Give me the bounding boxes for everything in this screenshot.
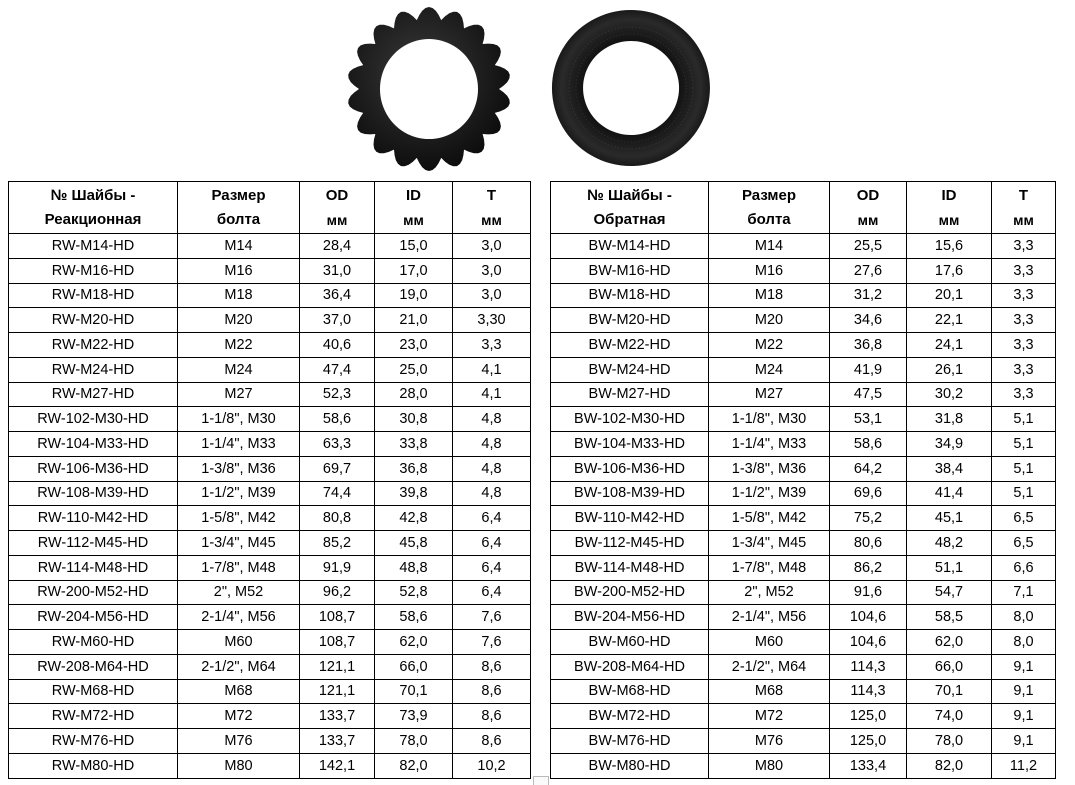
id-cell: 41,4 bbox=[907, 481, 992, 506]
bolt-size-cell: M24 bbox=[178, 357, 300, 382]
od-cell: 36,4 bbox=[300, 283, 375, 308]
table-row bbox=[9, 382, 531, 407]
table-row bbox=[9, 357, 531, 382]
id-cell: 52,8 bbox=[375, 580, 453, 605]
od-cell: 28,4 bbox=[300, 234, 375, 259]
bolt-size-cell: 2", M52 bbox=[709, 580, 830, 605]
id-cell: 70,1 bbox=[375, 679, 453, 704]
id-cell: 42,8 bbox=[375, 506, 453, 531]
bolt-size-cell: M80 bbox=[178, 753, 300, 778]
bolt-size-cell: 1-1/8", M30 bbox=[178, 407, 300, 432]
bolt-size-cell: M20 bbox=[178, 308, 300, 333]
t-cell: 10,2 bbox=[453, 753, 531, 778]
t-cell: 8,0 bbox=[992, 630, 1056, 655]
header-id: ID мм bbox=[375, 182, 453, 234]
table-row bbox=[551, 333, 1056, 358]
bolt-size-cell: M20 bbox=[709, 308, 830, 333]
od-cell: 52,3 bbox=[300, 382, 375, 407]
od-cell: 133,7 bbox=[300, 729, 375, 754]
od-cell: 85,2 bbox=[300, 531, 375, 556]
od-cell: 133,4 bbox=[830, 753, 907, 778]
od-cell: 80,8 bbox=[300, 506, 375, 531]
bolt-size-cell: 1-5/8", M42 bbox=[178, 506, 300, 531]
bolt-size-cell: M76 bbox=[709, 729, 830, 754]
od-cell: 31,0 bbox=[300, 258, 375, 283]
washer-number-cell: RW-M14-HD bbox=[9, 234, 178, 259]
washer-number-cell: RW-112-M45-HD bbox=[9, 531, 178, 556]
od-cell: 104,6 bbox=[830, 605, 907, 630]
od-cell: 114,3 bbox=[830, 654, 907, 679]
bolt-size-cell: 1-3/8", M36 bbox=[178, 456, 300, 481]
table-row bbox=[551, 729, 1056, 754]
bolt-size-cell: 2-1/4", M56 bbox=[178, 605, 300, 630]
table-row bbox=[9, 258, 531, 283]
t-cell: 9,1 bbox=[992, 654, 1056, 679]
t-cell: 7,1 bbox=[992, 580, 1056, 605]
bolt-size-cell: 1-1/4", M33 bbox=[709, 432, 830, 457]
bolt-size-cell: 2-1/2", M64 bbox=[178, 654, 300, 679]
washer-number-cell: RW-M60-HD bbox=[9, 630, 178, 655]
id-cell: 45,8 bbox=[375, 531, 453, 556]
table-row bbox=[9, 407, 531, 432]
od-cell: 74,4 bbox=[300, 481, 375, 506]
t-cell: 6,6 bbox=[992, 555, 1056, 580]
t-cell: 8,6 bbox=[453, 679, 531, 704]
bolt-size-cell: M72 bbox=[709, 704, 830, 729]
id-cell: 33,8 bbox=[375, 432, 453, 457]
header-od: OD мм bbox=[830, 182, 907, 234]
od-cell: 125,0 bbox=[830, 729, 907, 754]
washer-number-cell: RW-M18-HD bbox=[9, 283, 178, 308]
washer-number-cell: RW-106-M36-HD bbox=[9, 456, 178, 481]
washer-number-cell: RW-M80-HD bbox=[9, 753, 178, 778]
bolt-size-cell: 2-1/2", M64 bbox=[709, 654, 830, 679]
t-cell: 7,6 bbox=[453, 605, 531, 630]
t-cell: 7,6 bbox=[453, 630, 531, 655]
header-t: T мм bbox=[992, 182, 1056, 234]
bolt-size-cell: M16 bbox=[709, 258, 830, 283]
washer-number-cell: BW-M76-HD bbox=[551, 729, 709, 754]
t-cell: 3,3 bbox=[992, 234, 1056, 259]
od-cell: 91,9 bbox=[300, 555, 375, 580]
table-header-row bbox=[551, 182, 1056, 234]
id-cell: 21,0 bbox=[375, 308, 453, 333]
bolt-size-cell: M68 bbox=[709, 679, 830, 704]
table-row bbox=[9, 630, 531, 655]
washer-number-cell: RW-M68-HD bbox=[9, 679, 178, 704]
t-cell: 8,6 bbox=[453, 704, 531, 729]
t-cell: 3,3 bbox=[992, 333, 1056, 358]
id-cell: 38,4 bbox=[907, 456, 992, 481]
header-bolt-size: Размер болта bbox=[178, 182, 300, 234]
od-cell: 25,5 bbox=[830, 234, 907, 259]
id-cell: 30,8 bbox=[375, 407, 453, 432]
table-row bbox=[9, 704, 531, 729]
bolt-size-cell: M14 bbox=[709, 234, 830, 259]
bolt-size-cell: M68 bbox=[178, 679, 300, 704]
id-cell: 17,0 bbox=[375, 258, 453, 283]
washer-number-cell: BW-112-M45-HD bbox=[551, 531, 709, 556]
table-row bbox=[9, 729, 531, 754]
washer-number-cell: RW-M22-HD bbox=[9, 333, 178, 358]
od-cell: 53,1 bbox=[830, 407, 907, 432]
table-row bbox=[551, 580, 1056, 605]
bolt-size-cell: 1-3/4", M45 bbox=[178, 531, 300, 556]
table-row bbox=[551, 679, 1056, 704]
washer-number-cell: BW-110-M42-HD bbox=[551, 506, 709, 531]
header-washer-number: № Шайбы - Реакционная bbox=[9, 182, 178, 234]
washer-number-cell: RW-M27-HD bbox=[9, 382, 178, 407]
bolt-size-cell: 1-1/2", M39 bbox=[709, 481, 830, 506]
t-cell: 3,3 bbox=[992, 308, 1056, 333]
id-cell: 82,0 bbox=[907, 753, 992, 778]
washer-number-cell: BW-200-M52-HD bbox=[551, 580, 709, 605]
header-washer-number: № Шайбы - Обратная bbox=[551, 182, 709, 234]
table-row bbox=[551, 308, 1056, 333]
id-cell: 30,2 bbox=[907, 382, 992, 407]
od-cell: 104,6 bbox=[830, 630, 907, 655]
bolt-size-cell: 1-7/8", M48 bbox=[178, 555, 300, 580]
header-od: OD мм bbox=[300, 182, 375, 234]
table-row bbox=[551, 605, 1056, 630]
table-row bbox=[9, 753, 531, 778]
t-cell: 8,6 bbox=[453, 729, 531, 754]
t-cell: 5,1 bbox=[992, 407, 1056, 432]
bolt-size-cell: 1-1/4", M33 bbox=[178, 432, 300, 457]
table-row bbox=[9, 580, 531, 605]
bolt-size-cell: 1-7/8", M48 bbox=[709, 555, 830, 580]
washer-number-cell: RW-104-M33-HD bbox=[9, 432, 178, 457]
id-cell: 48,2 bbox=[907, 531, 992, 556]
t-cell: 6,5 bbox=[992, 506, 1056, 531]
od-cell: 69,6 bbox=[830, 481, 907, 506]
id-cell: 24,1 bbox=[907, 333, 992, 358]
id-cell: 26,1 bbox=[907, 357, 992, 382]
t-cell: 9,1 bbox=[992, 679, 1056, 704]
t-cell: 3,30 bbox=[453, 308, 531, 333]
od-cell: 47,4 bbox=[300, 357, 375, 382]
od-cell: 121,1 bbox=[300, 679, 375, 704]
t-cell: 3,3 bbox=[992, 382, 1056, 407]
bolt-size-cell: M22 bbox=[709, 333, 830, 358]
washer-number-cell: BW-M68-HD bbox=[551, 679, 709, 704]
od-cell: 108,7 bbox=[300, 605, 375, 630]
od-cell: 47,5 bbox=[830, 382, 907, 407]
bolt-size-cell: M76 bbox=[178, 729, 300, 754]
table-row bbox=[551, 258, 1056, 283]
od-cell: 36,8 bbox=[830, 333, 907, 358]
id-cell: 23,0 bbox=[375, 333, 453, 358]
table-row bbox=[551, 407, 1056, 432]
id-cell: 78,0 bbox=[375, 729, 453, 754]
od-cell: 37,0 bbox=[300, 308, 375, 333]
od-cell: 91,6 bbox=[830, 580, 907, 605]
t-cell: 4,1 bbox=[453, 357, 531, 382]
bolt-size-cell: M24 bbox=[709, 357, 830, 382]
id-cell: 34,9 bbox=[907, 432, 992, 457]
header-bolt-size: Размер болта bbox=[709, 182, 830, 234]
bolt-size-cell: M14 bbox=[178, 234, 300, 259]
id-cell: 82,0 bbox=[375, 753, 453, 778]
table-row bbox=[9, 506, 531, 531]
bolt-size-cell: M60 bbox=[178, 630, 300, 655]
od-cell: 58,6 bbox=[300, 407, 375, 432]
od-cell: 80,6 bbox=[830, 531, 907, 556]
od-cell: 64,2 bbox=[830, 456, 907, 481]
table-row bbox=[9, 234, 531, 259]
table-row bbox=[9, 456, 531, 481]
table-row bbox=[551, 382, 1056, 407]
od-cell: 86,2 bbox=[830, 555, 907, 580]
table-row bbox=[551, 506, 1056, 531]
id-cell: 22,1 bbox=[907, 308, 992, 333]
bolt-size-cell: M18 bbox=[178, 283, 300, 308]
washer-number-cell: RW-200-M52-HD bbox=[9, 580, 178, 605]
table-row bbox=[551, 630, 1056, 655]
washer-number-cell: BW-M27-HD bbox=[551, 382, 709, 407]
bolt-size-cell: M80 bbox=[709, 753, 830, 778]
washer-number-cell: BW-108-M39-HD bbox=[551, 481, 709, 506]
table-row bbox=[9, 283, 531, 308]
id-cell: 15,6 bbox=[907, 234, 992, 259]
bolt-size-cell: M22 bbox=[178, 333, 300, 358]
od-cell: 58,6 bbox=[830, 432, 907, 457]
washer-number-cell: RW-110-M42-HD bbox=[9, 506, 178, 531]
id-cell: 28,0 bbox=[375, 382, 453, 407]
header-id: ID мм bbox=[907, 182, 992, 234]
id-cell: 58,6 bbox=[375, 605, 453, 630]
washer-number-cell: BW-114-M48-HD bbox=[551, 555, 709, 580]
reverse-washer-table bbox=[550, 181, 1056, 779]
t-cell: 9,1 bbox=[992, 704, 1056, 729]
id-cell: 62,0 bbox=[375, 630, 453, 655]
washer-number-cell: BW-M60-HD bbox=[551, 630, 709, 655]
t-cell: 6,4 bbox=[453, 506, 531, 531]
bolt-size-cell: M60 bbox=[709, 630, 830, 655]
table-row bbox=[9, 605, 531, 630]
bolt-size-cell: M27 bbox=[709, 382, 830, 407]
od-cell: 34,6 bbox=[830, 308, 907, 333]
table-row bbox=[551, 432, 1056, 457]
washer-number-cell: BW-M20-HD bbox=[551, 308, 709, 333]
table-row bbox=[9, 531, 531, 556]
t-cell: 3,0 bbox=[453, 258, 531, 283]
t-cell: 3,0 bbox=[453, 234, 531, 259]
od-cell: 121,1 bbox=[300, 654, 375, 679]
table-row bbox=[9, 555, 531, 580]
id-cell: 31,8 bbox=[907, 407, 992, 432]
washer-number-cell: RW-102-M30-HD bbox=[9, 407, 178, 432]
od-cell: 114,3 bbox=[830, 679, 907, 704]
id-cell: 58,5 bbox=[907, 605, 992, 630]
t-cell: 6,4 bbox=[453, 555, 531, 580]
id-cell: 78,0 bbox=[907, 729, 992, 754]
reverse-washer-image bbox=[546, 4, 716, 172]
bolt-size-cell: 2", M52 bbox=[178, 580, 300, 605]
t-cell: 6,4 bbox=[453, 580, 531, 605]
id-cell: 39,8 bbox=[375, 481, 453, 506]
bolt-size-cell: 1-3/4", M45 bbox=[709, 531, 830, 556]
bolt-size-cell: M18 bbox=[709, 283, 830, 308]
table-row bbox=[9, 432, 531, 457]
od-cell: 63,3 bbox=[300, 432, 375, 457]
t-cell: 6,5 bbox=[992, 531, 1056, 556]
id-cell: 15,0 bbox=[375, 234, 453, 259]
table-row bbox=[551, 456, 1056, 481]
t-cell: 8,6 bbox=[453, 654, 531, 679]
od-cell: 142,1 bbox=[300, 753, 375, 778]
t-cell: 5,1 bbox=[992, 432, 1056, 457]
washer-number-cell: RW-M76-HD bbox=[9, 729, 178, 754]
washer-number-cell: BW-M72-HD bbox=[551, 704, 709, 729]
t-cell: 3,3 bbox=[992, 258, 1056, 283]
t-cell: 4,8 bbox=[453, 432, 531, 457]
washer-number-cell: BW-M16-HD bbox=[551, 258, 709, 283]
od-cell: 31,2 bbox=[830, 283, 907, 308]
washer-number-cell: BW-208-M64-HD bbox=[551, 654, 709, 679]
bolt-size-cell: M16 bbox=[178, 258, 300, 283]
od-cell: 125,0 bbox=[830, 704, 907, 729]
table-row bbox=[551, 555, 1056, 580]
od-cell: 108,7 bbox=[300, 630, 375, 655]
washer-number-cell: RW-114-M48-HD bbox=[9, 555, 178, 580]
washer-number-cell: RW-108-M39-HD bbox=[9, 481, 178, 506]
washer-number-cell: RW-M24-HD bbox=[9, 357, 178, 382]
bolt-size-cell: M27 bbox=[178, 382, 300, 407]
id-cell: 20,1 bbox=[907, 283, 992, 308]
t-cell: 6,4 bbox=[453, 531, 531, 556]
washer-number-cell: RW-M20-HD bbox=[9, 308, 178, 333]
washer-number-cell: RW-208-M64-HD bbox=[9, 654, 178, 679]
id-cell: 70,1 bbox=[907, 679, 992, 704]
washer-number-cell: BW-106-M36-HD bbox=[551, 456, 709, 481]
bolt-size-cell: 1-5/8", M42 bbox=[709, 506, 830, 531]
id-cell: 74,0 bbox=[907, 704, 992, 729]
id-cell: 51,1 bbox=[907, 555, 992, 580]
t-cell: 3,0 bbox=[453, 283, 531, 308]
washer-number-cell: BW-M24-HD bbox=[551, 357, 709, 382]
id-cell: 17,6 bbox=[907, 258, 992, 283]
id-cell: 66,0 bbox=[375, 654, 453, 679]
reaction-washer-image bbox=[345, 2, 513, 174]
t-cell: 3,3 bbox=[453, 333, 531, 358]
table-row bbox=[551, 481, 1056, 506]
id-cell: 54,7 bbox=[907, 580, 992, 605]
id-cell: 36,8 bbox=[375, 456, 453, 481]
t-cell: 4,8 bbox=[453, 407, 531, 432]
table-row bbox=[551, 654, 1056, 679]
table-row bbox=[551, 531, 1056, 556]
washer-number-cell: RW-M16-HD bbox=[9, 258, 178, 283]
id-cell: 25,0 bbox=[375, 357, 453, 382]
header-t: T мм bbox=[453, 182, 531, 234]
washer-number-cell: BW-M18-HD bbox=[551, 283, 709, 308]
t-cell: 3,3 bbox=[992, 283, 1056, 308]
od-cell: 133,7 bbox=[300, 704, 375, 729]
id-cell: 73,9 bbox=[375, 704, 453, 729]
washer-number-cell: BW-M22-HD bbox=[551, 333, 709, 358]
table-row bbox=[551, 704, 1056, 729]
washer-number-cell: RW-M72-HD bbox=[9, 704, 178, 729]
bolt-size-cell: 1-1/8", M30 bbox=[709, 407, 830, 432]
t-cell: 4,8 bbox=[453, 456, 531, 481]
table-row bbox=[9, 481, 531, 506]
bolt-size-cell: 2-1/4", M56 bbox=[709, 605, 830, 630]
table-row bbox=[9, 679, 531, 704]
t-cell: 5,1 bbox=[992, 456, 1056, 481]
t-cell: 4,8 bbox=[453, 481, 531, 506]
table-row bbox=[9, 654, 531, 679]
washer-number-cell: RW-204-M56-HD bbox=[9, 605, 178, 630]
reaction-washer-table bbox=[8, 181, 531, 779]
washer-number-cell: BW-M80-HD bbox=[551, 753, 709, 778]
t-cell: 8,0 bbox=[992, 605, 1056, 630]
t-cell: 5,1 bbox=[992, 481, 1056, 506]
table-row bbox=[551, 753, 1056, 778]
id-cell: 48,8 bbox=[375, 555, 453, 580]
table-row bbox=[9, 333, 531, 358]
od-cell: 27,6 bbox=[830, 258, 907, 283]
table-row bbox=[551, 283, 1056, 308]
bolt-size-cell: 1-3/8", M36 bbox=[709, 456, 830, 481]
od-cell: 41,9 bbox=[830, 357, 907, 382]
bolt-size-cell: M72 bbox=[178, 704, 300, 729]
table-header-row bbox=[9, 182, 531, 234]
washer-number-cell: BW-M14-HD bbox=[551, 234, 709, 259]
t-cell: 3,3 bbox=[992, 357, 1056, 382]
id-cell: 62,0 bbox=[907, 630, 992, 655]
od-cell: 69,7 bbox=[300, 456, 375, 481]
t-cell: 4,1 bbox=[453, 382, 531, 407]
table-row bbox=[551, 357, 1056, 382]
washer-number-cell: BW-204-M56-HD bbox=[551, 605, 709, 630]
id-cell: 45,1 bbox=[907, 506, 992, 531]
table-row bbox=[551, 234, 1056, 259]
id-cell: 66,0 bbox=[907, 654, 992, 679]
id-cell: 19,0 bbox=[375, 283, 453, 308]
bolt-size-cell: 1-1/2", M39 bbox=[178, 481, 300, 506]
washer-number-cell: BW-104-M33-HD bbox=[551, 432, 709, 457]
od-cell: 96,2 bbox=[300, 580, 375, 605]
od-cell: 75,2 bbox=[830, 506, 907, 531]
table-row bbox=[9, 308, 531, 333]
t-cell: 9,1 bbox=[992, 729, 1056, 754]
t-cell: 11,2 bbox=[992, 753, 1056, 778]
od-cell: 40,6 bbox=[300, 333, 375, 358]
washer-number-cell: BW-102-M30-HD bbox=[551, 407, 709, 432]
